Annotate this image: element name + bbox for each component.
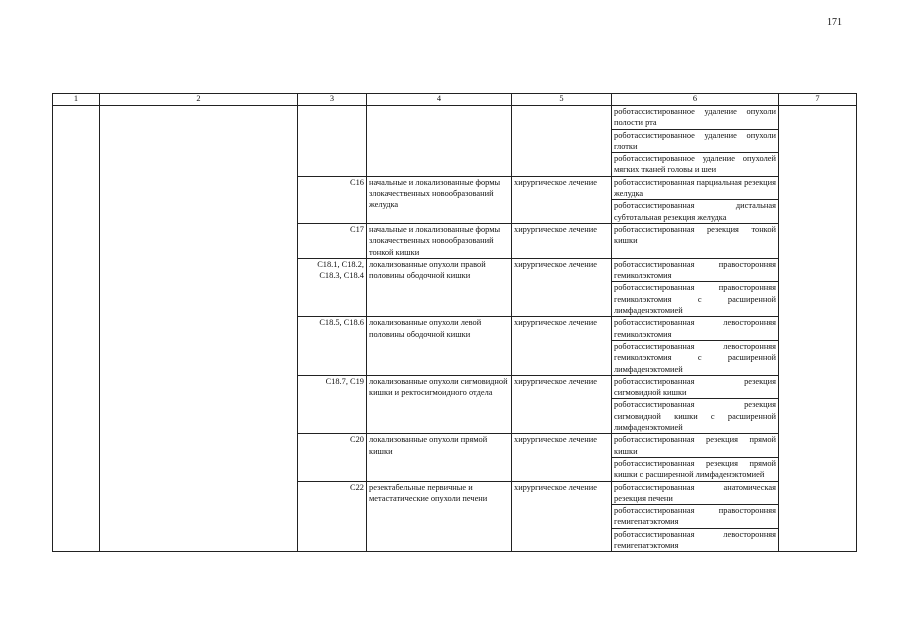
method-cell	[612, 375, 779, 399]
method-cell	[612, 317, 779, 341]
treatment-table	[52, 93, 857, 552]
page-number: 171	[827, 17, 842, 28]
column-header-2: 2	[100, 94, 298, 106]
method-cell	[612, 176, 779, 200]
method-text: роботассистированная резекция прямой кишки	[614, 435, 776, 456]
column-2-cell	[100, 106, 298, 552]
method-text: роботассистированная правосторонняя гемиколэктомия	[614, 259, 776, 281]
method-cell	[612, 528, 779, 552]
method-cell	[612, 258, 779, 282]
treatment-cell: хирургическое лечение	[512, 481, 612, 552]
method-text: роботассистированная правосторонняя гемигепатэктомия	[614, 506, 776, 527]
code-cell: С18.1, С18.2, С18.3, С18.4	[298, 258, 367, 316]
code-cell	[298, 106, 367, 177]
method-cell	[612, 153, 779, 177]
method-cell	[612, 481, 779, 505]
diagnosis-cell: локализованные опухоли сигмовидной кишки и ректосигмоидного отдела	[367, 375, 512, 433]
header-row	[53, 94, 857, 106]
method-cell	[612, 282, 779, 317]
treatment-cell	[512, 106, 612, 177]
method-text: роботассистированное удаление опухолей мягких тканей головы и шеи	[614, 154, 776, 175]
column-7-cell	[779, 106, 857, 552]
column-header-6: 6	[612, 94, 779, 106]
method-text: роботассистированная левосторонняя гемигепатэктомия	[614, 529, 776, 550]
column-1-cell	[53, 106, 100, 552]
column-header-1: 1	[53, 94, 100, 106]
treatment-cell: хирургическое лечение	[512, 223, 612, 258]
diagnosis-cell: резектабельные первичные и метастатические опухоли печени	[367, 481, 512, 552]
method-cell	[612, 399, 779, 434]
method-text: роботассистированная резекция сигмовидной кишки	[614, 376, 776, 398]
diagnosis-cell: локализованные опухоли левой половины ободочной кишки	[367, 317, 512, 375]
method-cell	[612, 223, 779, 258]
diagnosis-cell: локализованные опухоли правой половины ободочной кишки	[367, 258, 512, 316]
table-row	[53, 106, 857, 130]
code-cell: С18.7, С19	[298, 375, 367, 433]
method-text: роботассистированная дистальная субтотальная резекция желудка	[614, 201, 776, 222]
code-cell: С18.5, С18.6	[298, 317, 367, 375]
method-cell	[612, 106, 779, 130]
treatment-cell: хирургическое лечение	[512, 176, 612, 223]
code-cell: С22	[298, 481, 367, 552]
method-cell	[612, 129, 779, 153]
method-text: роботассистированное удаление опухоли полости рта	[614, 107, 776, 128]
method-text: роботассистированная анатомическая резекция печени	[614, 482, 776, 503]
method-text: роботассистированная резекция тонкой кишки	[614, 224, 776, 246]
column-header-5: 5	[512, 94, 612, 106]
method-text: роботассистированная резекция сигмовидной кишки с расширенной лимфаденэктомией	[614, 400, 776, 433]
treatment-cell: хирургическое лечение	[512, 434, 612, 481]
method-text: роботассистированная резекция прямой кишки с расширенной лимфаденэктомией	[614, 458, 776, 480]
method-cell	[612, 340, 779, 375]
method-text: роботассистированная левосторонняя гемиколэктомия	[614, 318, 776, 339]
method-cell	[612, 434, 779, 458]
code-cell: С16	[298, 176, 367, 223]
treatment-cell: хирургическое лечение	[512, 375, 612, 433]
method-cell	[612, 457, 779, 481]
diagnosis-cell: начальные и локализованные формы злокачественных новообразований тонкой кишки	[367, 223, 512, 258]
column-header-3: 3	[298, 94, 367, 106]
method-text: роботассистированное удаление опухоли глотки	[614, 130, 776, 151]
method-text: роботассистированная правосторонняя гемиколэктомия с расширенной лимфаденэктомией	[614, 283, 776, 316]
method-text: роботассистированная левосторонняя гемиколэктомия с расширенной лимфаденэктомией	[614, 341, 776, 374]
diagnosis-cell: начальные и локализованные формы злокачественных новообразований желудка	[367, 176, 512, 223]
code-cell: С20	[298, 434, 367, 481]
diagnosis-cell	[367, 106, 512, 177]
treatment-cell: хирургическое лечение	[512, 317, 612, 375]
column-header-7: 7	[779, 94, 857, 106]
method-cell	[612, 200, 779, 224]
treatment-cell: хирургическое лечение	[512, 258, 612, 316]
code-cell: С17	[298, 223, 367, 258]
method-text: роботассистированная парциальная резекция желудка	[614, 177, 776, 199]
column-header-4: 4	[367, 94, 512, 106]
method-cell	[612, 505, 779, 529]
diagnosis-cell: локализованные опухоли прямой кишки	[367, 434, 512, 481]
